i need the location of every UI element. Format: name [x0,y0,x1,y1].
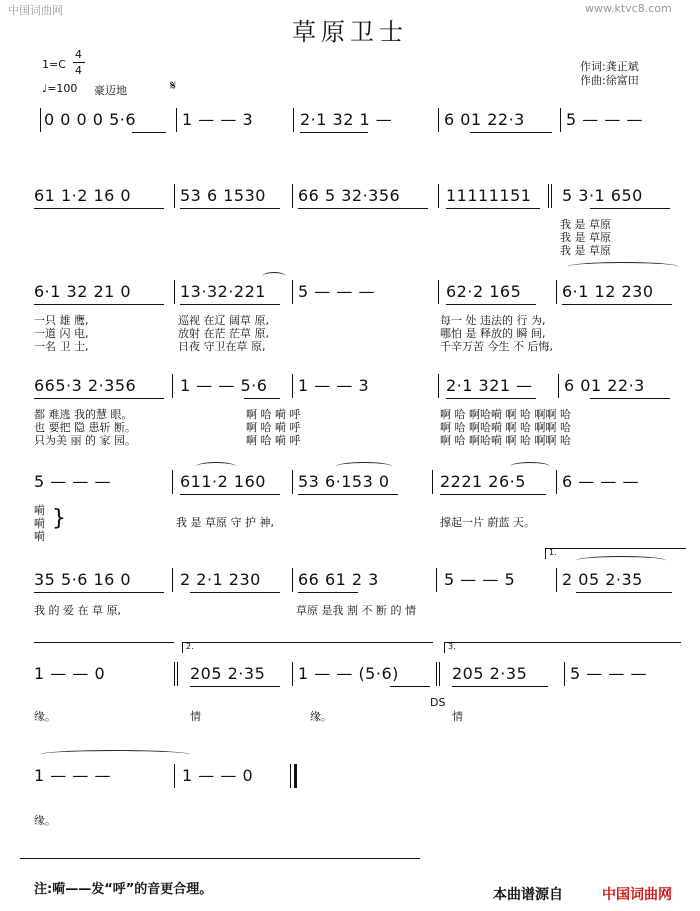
barline [40,108,41,132]
measure: 5 3·1 650 [562,186,643,205]
underline [446,304,536,305]
underline [180,494,280,495]
barline [438,374,439,398]
lyric-line: 日夜 守卫在草 原, [178,340,266,353]
lyric-line: 情 [190,710,201,723]
measure: 2 2·1 230 [180,570,261,589]
barline [556,280,557,304]
volta-line [34,642,174,643]
repeat-barline [436,662,437,686]
lyric-line: 放射 在茫 茫草 原, [178,327,269,340]
segno-icon: 𝄋 [170,78,177,94]
measure: 66 5 32·356 [298,186,401,205]
tempo-mark: ♩=100 [42,82,78,95]
underline [34,592,164,593]
measure: 1 — — 5·6 [180,376,268,395]
barline [174,184,175,208]
barline [172,470,173,494]
measure: 611·2 160 [180,472,266,491]
lyric-line: 嗬 [34,530,45,543]
source-logo: 中国词曲网 [602,887,672,903]
measure: 5 — — — [566,110,643,129]
measure: 53 6 1530 [180,186,266,205]
underline [298,592,358,593]
watermark-left: 中国词曲网 [8,4,63,17]
final-barline [290,764,291,788]
lyric-line: 只为美 丽 的 家 园。 [34,434,136,447]
slur [510,462,550,471]
underline [562,304,672,305]
measure: 6 01 22·3 [444,110,525,129]
brace-icon: } [52,506,66,531]
volta-label: 2. [186,642,194,651]
barline [438,280,439,304]
measure: 6·1 32 21 0 [34,282,132,301]
measure: 665·3 2·356 [34,376,137,395]
underline [300,132,368,133]
slur [196,462,236,471]
lyric-line: 嗬 [34,504,45,517]
barline [174,764,175,788]
lyric-line: 每一 处 违法的 行 为, [440,314,546,327]
measure: 6·1 12 230 [562,282,654,301]
underline [446,398,536,399]
repeat-barline [548,184,549,208]
lyric-line: 巡视 在辽 阔草 原, [178,314,269,327]
time-sig-bottom: 4 [75,64,82,77]
measure: 13·32·221 [180,282,266,301]
lyric-line: 啊 哈 啊哈嗬 啊 哈 啊啊 哈 [440,408,571,421]
slur [336,462,392,471]
measure: 2·1 321 — [446,376,533,395]
lyric-line: 草原 是我 割 不 断 的 情 [296,604,416,617]
lyric-line: 一名 卫 士, [34,340,89,353]
underline [34,398,164,399]
underline [180,208,280,209]
measure: 1 — — 0 [34,664,106,683]
tie [40,750,190,759]
lyric-line: 啊 哈 嗬 呼 [246,434,301,447]
measure: 5 — — — [298,282,375,301]
barline [292,470,293,494]
barline [564,662,565,686]
barline [556,568,557,592]
underline [470,132,552,133]
measure: 2·1 32 1 — [300,110,393,129]
underline [132,132,166,133]
lyric-line: 我 是 草原 [560,231,611,244]
barline [176,108,177,132]
underline [190,686,280,687]
lyric-line: 嗬 [34,517,45,530]
time-sig-line [73,62,85,63]
lyric-line: 千辛万苦 今生 不 后悔, [440,340,553,353]
lyric-line: 一只 雄 鹰, [34,314,89,327]
measure: 1 — — (5·6) [298,664,399,683]
footnote: 注:嗬——发“呼”的音更合理。 [34,882,213,897]
lyric-line: 我 是 草原 [560,244,611,257]
measure: 1 — — 3 [182,110,254,129]
lyric-line: 啊 哈 嗬 呼 [246,408,301,421]
underline [298,208,428,209]
repeat-barline [439,662,440,686]
lyric-line: 我 的 爱 在 草 原, [34,604,121,617]
lyric-line: 缘。 [34,814,56,827]
lyric-line: 啊 哈 啊哈嗬 啊 哈 啊啊 哈 [440,434,571,447]
measure: 0 0 0 0 5·6 [44,110,137,129]
slur [262,272,286,281]
measure: 62·2 165 [446,282,522,301]
song-title: 草原卫士 [292,18,408,46]
measure: 6 — — — [562,472,639,491]
measure: 2221 26·5 [440,472,526,491]
lyric-line: 缘。 [310,710,332,723]
underline [34,208,164,209]
lyric-line: 啊 哈 啊哈嗬 啊 哈 啊啊 哈 [440,421,571,434]
watermark-right: www.ktvc8.com [585,2,672,15]
volta-label: 1. [549,548,557,557]
measure: 1 — — — [34,766,111,785]
underline [244,398,280,399]
measure: 5 — — 5 [444,570,516,589]
measure: 66 61 2 3 [298,570,379,589]
source-label: 本曲谱源自 [493,887,563,903]
lyricist: 作词:龚正斌 [580,60,639,73]
volta-bracket [182,642,433,653]
final-barline [294,764,297,788]
measure: 35 5·6 16 0 [34,570,132,589]
barline [292,184,293,208]
barline [292,662,293,686]
measure: 2 05 2·35 [562,570,643,589]
barline [292,280,293,304]
barline [438,108,439,132]
expression-mark: 豪迈地 [94,84,127,97]
barline [174,280,175,304]
measure: 205 2·35 [190,664,266,683]
measure: 53 6·153 0 [298,472,390,491]
barline [560,108,561,132]
lyric-line: 一道 闪 电, [34,327,89,340]
barline [292,374,293,398]
measure: 1 — — 0 [182,766,254,785]
measure: 205 2·35 [452,664,528,683]
barline [172,568,173,592]
slur [568,262,678,271]
lyric-line: 都 难逃 我的慧 眼。 [34,408,133,421]
underline [446,208,540,209]
lyric-line: 啊 哈 嗬 呼 [246,421,301,434]
lyric-line: 我 是 草原 [560,218,611,231]
barline [436,568,437,592]
repeat-barline [174,662,175,686]
underline [190,592,280,593]
measure: 5 — — — [570,664,647,683]
barline [558,374,559,398]
lyric-line: 也 要把 隐 患斩 断。 [34,421,136,434]
underline [298,494,398,495]
underline [440,494,546,495]
underline [576,592,672,593]
lyric-line: 撑起一片 蔚蓝 天。 [440,516,535,529]
underline [452,686,548,687]
measure: 5 — — — [34,472,111,491]
barline [172,374,173,398]
measure: 6 01 22·3 [564,376,645,395]
measure: 1 — — 3 [298,376,370,395]
composer: 作曲:徐富田 [580,74,639,87]
slur [576,556,666,565]
volta-bracket [444,642,681,653]
barline [432,470,433,494]
key-signature: 1=C [42,58,66,71]
underline [390,686,430,687]
footnote-separator [20,858,420,859]
underline [180,304,280,305]
barline [292,568,293,592]
lyric-line: 缘。 [34,710,56,723]
barline [556,470,557,494]
time-sig-top: 4 [75,48,82,61]
lyric-line: 我 是 草原 守 护 神, [176,516,274,529]
lyric-line: 情 [452,710,463,723]
underline [590,208,670,209]
da-segno-mark: DS [430,696,446,709]
barline [438,184,439,208]
repeat-barline [177,662,178,686]
measure: 61 1·2 16 0 [34,186,132,205]
repeat-barline [551,184,552,208]
underline [34,304,164,305]
measure: 11111151 [446,186,532,205]
lyric-line: 哪怕 是 释放的 瞬 间, [440,327,546,340]
underline [590,398,670,399]
volta-label: 3. [448,642,456,651]
barline [293,108,294,132]
